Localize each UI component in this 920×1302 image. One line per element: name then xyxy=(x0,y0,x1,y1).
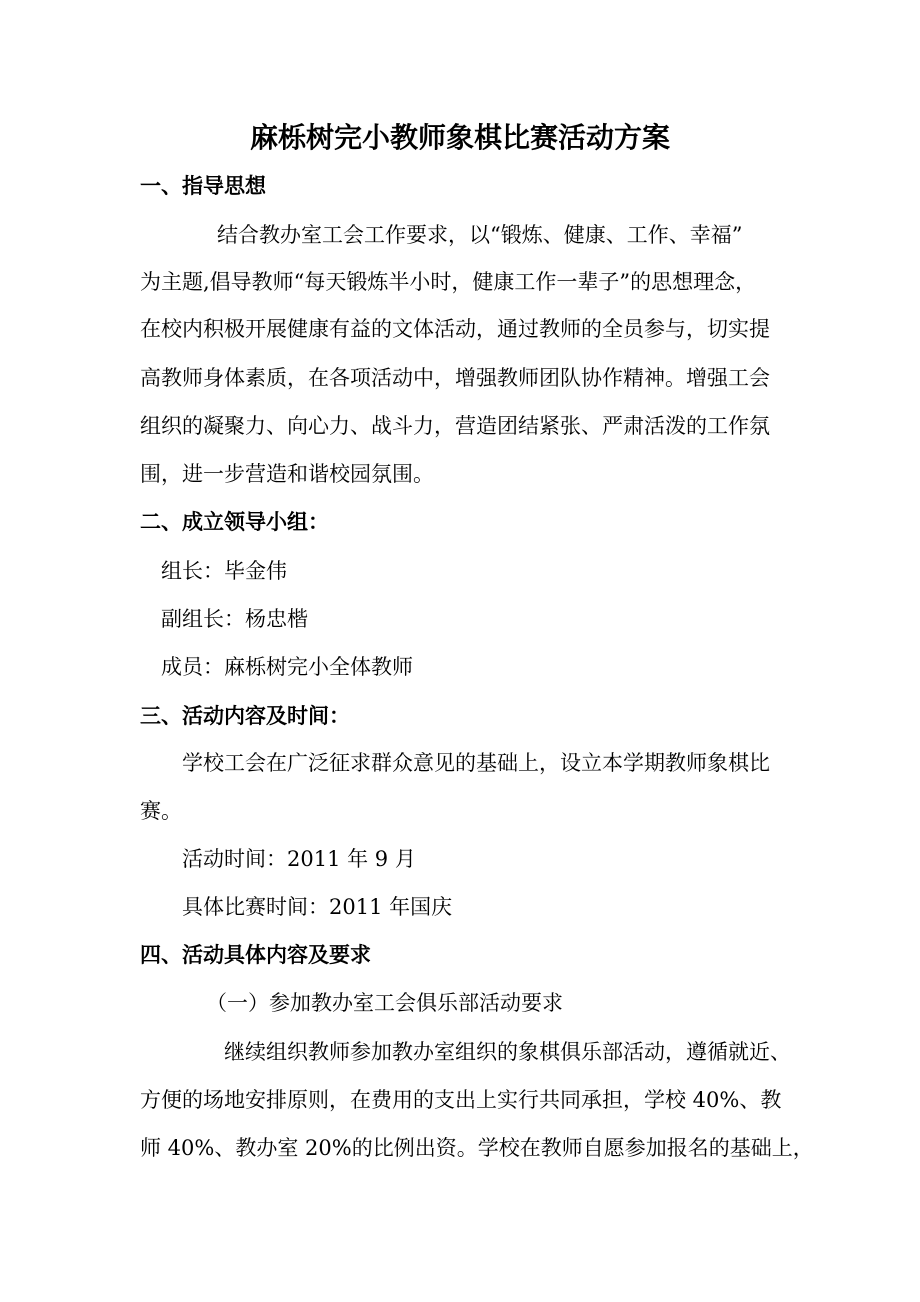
paragraph-line: 高教师身体素质，在各项活动中，增强教师团队协作精神。增强工会 xyxy=(140,366,770,390)
paragraph-line: 学校工会在广泛征求群众意见的基础上，设立本学期教师象棋比 xyxy=(182,751,770,775)
match-time: 具体比赛时间：2011 年国庆 xyxy=(182,895,453,919)
paragraph-line: 师 40%、教办室 20%的比例出资。学校在教师自愿参加报名的基础上， xyxy=(140,1136,814,1160)
paragraph-line: 结合教办室工会工作要求，以“锻炼、健康、工作、幸福” xyxy=(217,223,743,247)
document-title: 麻栎树完小教师象棋比赛活动方案 xyxy=(249,121,670,154)
paragraph-line: 在校内积极开展健康有益的文体活动，通过教师的全员参与，切实提 xyxy=(140,317,770,341)
paragraph-line: 继续组织教师参加教办室组织的象棋俱乐部活动，遵循就近、 xyxy=(224,1040,791,1064)
activity-time: 活动时间：2011 年 9 月 xyxy=(182,847,416,871)
paragraph-line: 赛。 xyxy=(140,799,182,823)
group-leader: 组长：毕金伟 xyxy=(161,559,287,583)
group-members: 成员：麻栎树完小全体教师 xyxy=(161,655,413,679)
paragraph-line: 方便的场地安排原则，在费用的支出上实行共同承担，学校 40%、教 xyxy=(140,1088,782,1112)
paragraph-line: 为主题,倡导教师“每天锻炼半小时，健康工作一辈子”的思想理念， xyxy=(140,270,757,294)
section-heading-requirements: 四、活动具体内容及要求 xyxy=(140,942,371,967)
sub-heading-club-requirements: （一）参加教办室工会俱乐部活动要求 xyxy=(206,991,563,1015)
paragraph-line: 组织的凝聚力、向心力、战斗力，营造团结紧张、严肃活泼的工作氛 xyxy=(140,414,770,438)
group-vice-leader: 副组长：杨忠楷 xyxy=(161,607,308,631)
section-heading-content-time: 三、活动内容及时间： xyxy=(140,703,350,728)
paragraph-line: 围，进一步营造和谐校园氛围。 xyxy=(140,462,434,486)
section-heading-guiding-thought: 一、指导思想 xyxy=(140,173,266,198)
section-heading-leadership-group: 二、成立领导小组： xyxy=(140,509,329,534)
